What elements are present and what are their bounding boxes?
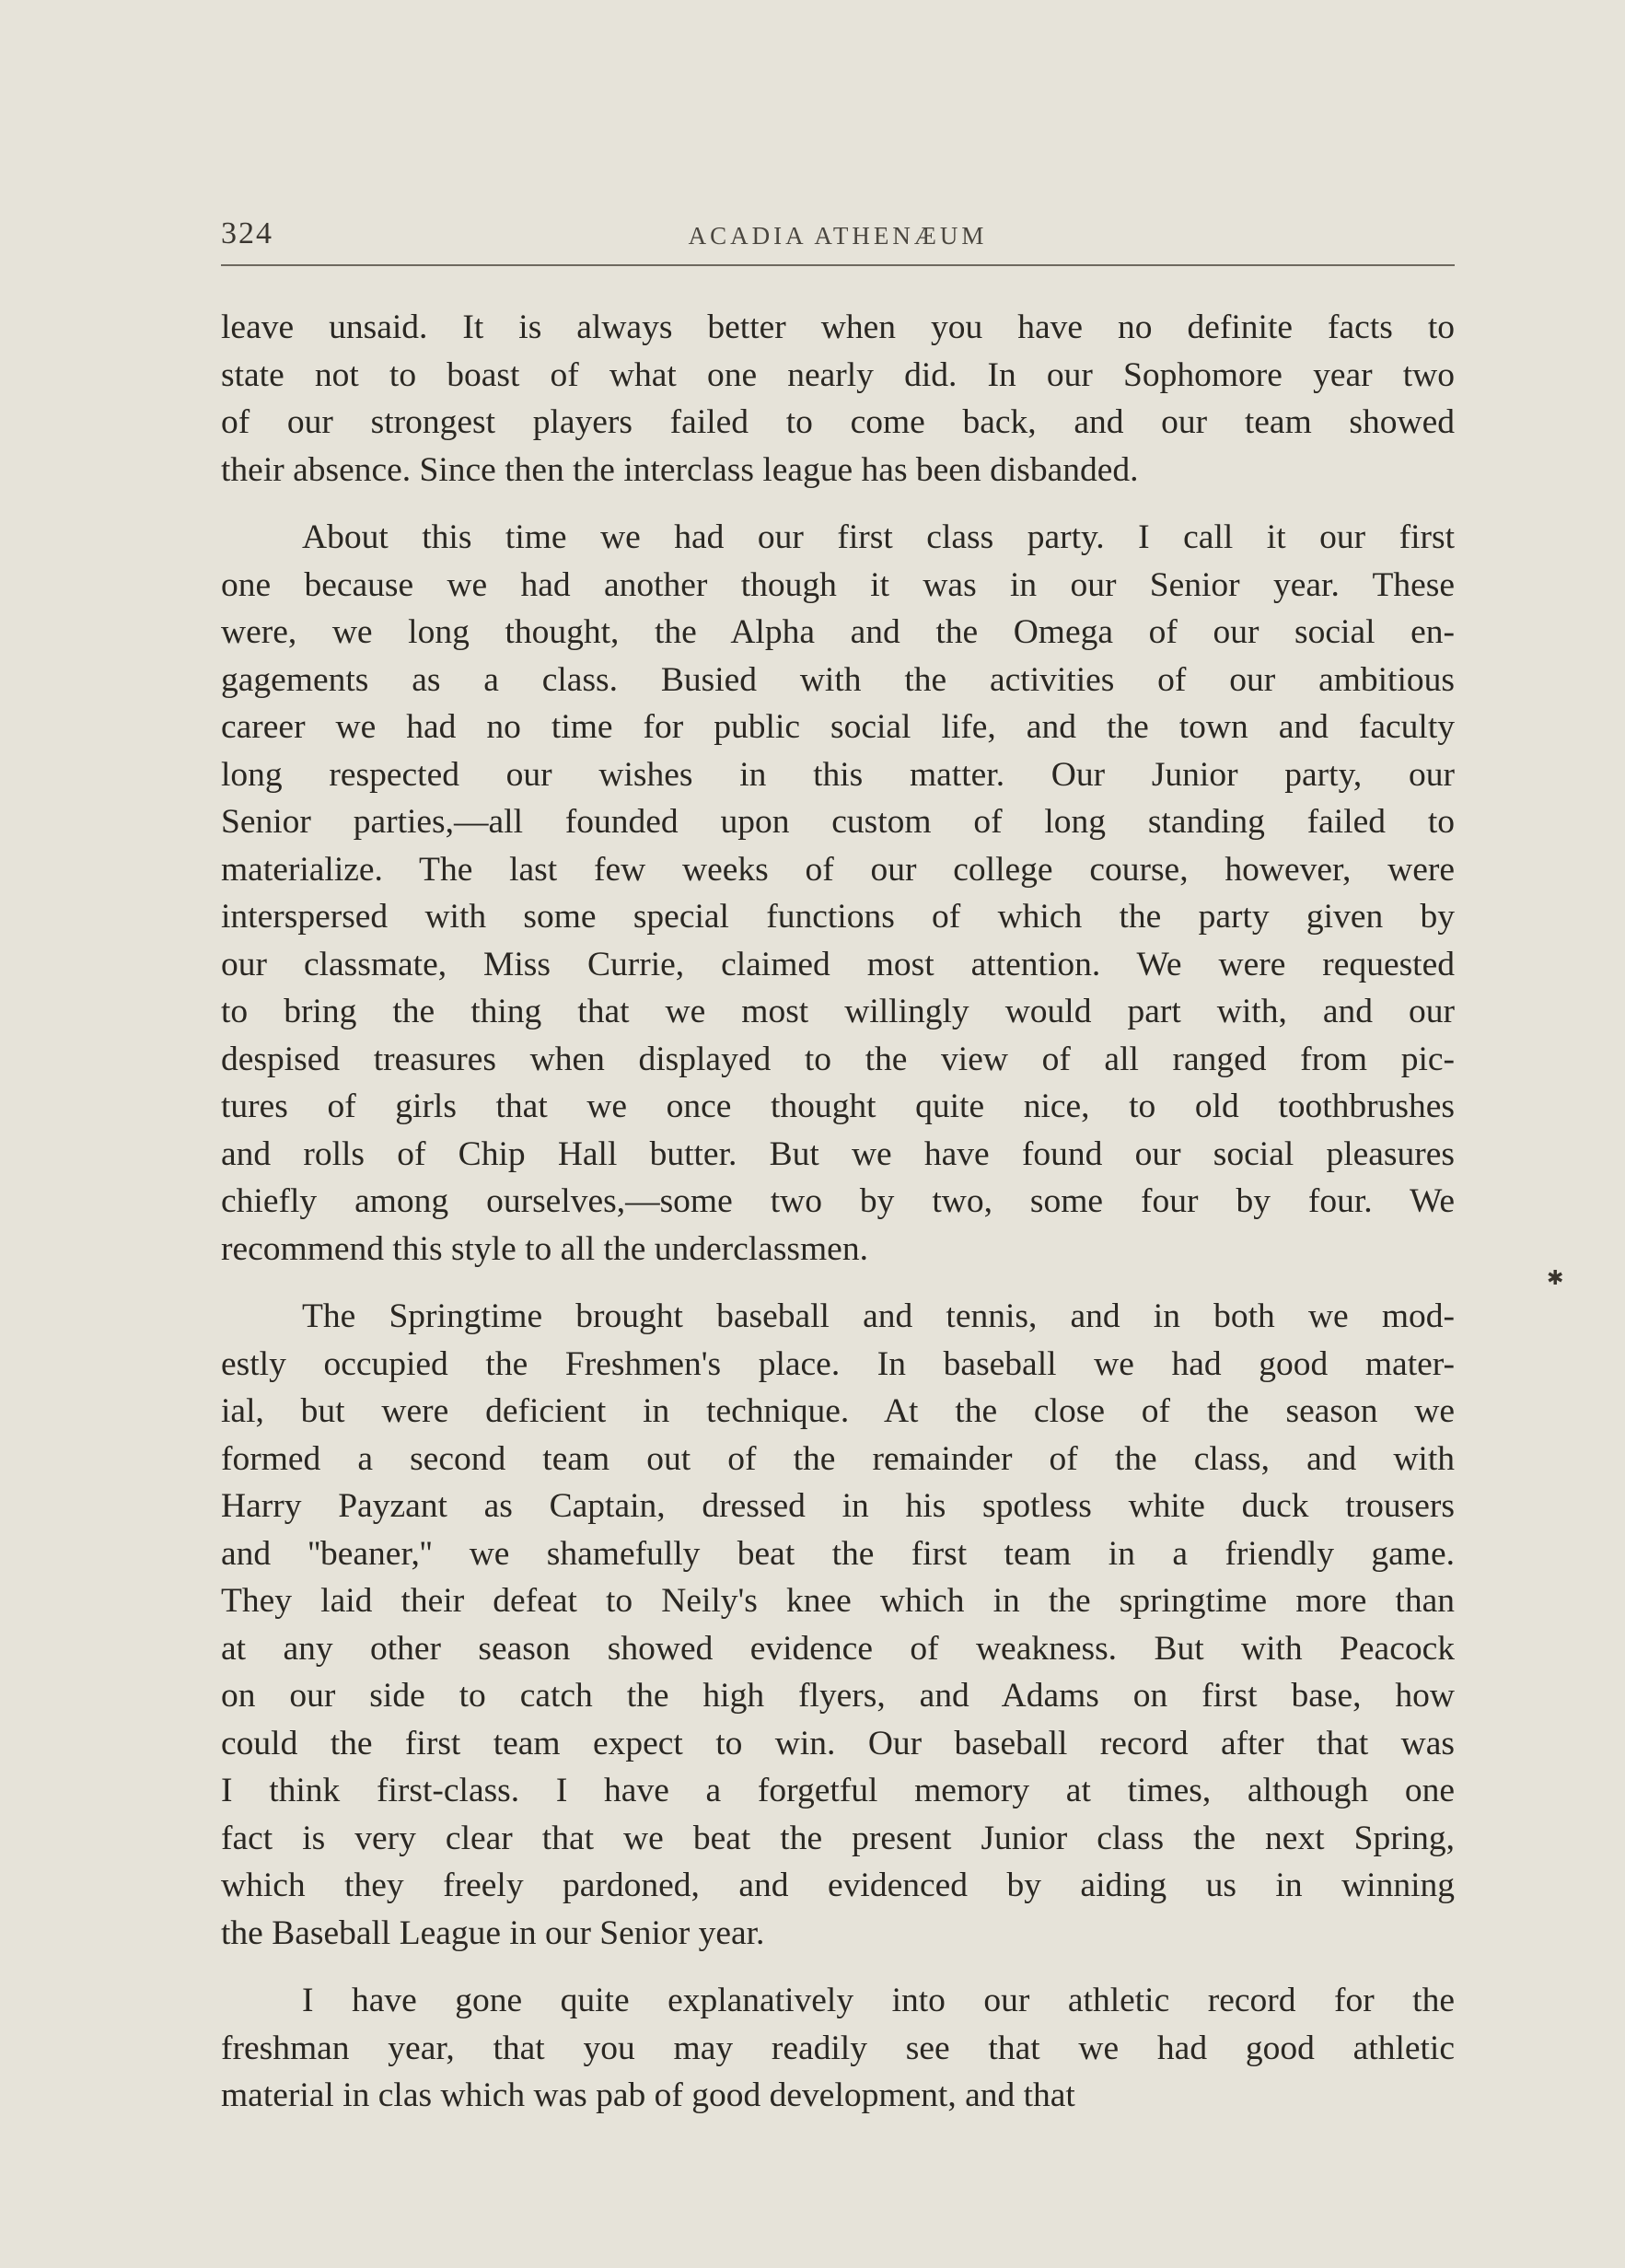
text-line: of our strongest players failed to come back, and our team showed [221,403,1455,441]
text-line: at any other season showed evidence of weakness. But with Peacock [221,1629,1455,1668]
text-line: About this time we had our first class party. I call it our first [302,518,1455,556]
text-line: long respected our wishes in this matter. Our Junior party, our [221,755,1455,794]
text-line: formed a second team out of the remainder of the class, and with [221,1439,1455,1478]
text-line: chiefly among ourselves,—some two by two, some four by four. We [221,1182,1455,1220]
text-line: career we had no time for public social life, and the town and faculty [221,708,1455,746]
text-line: tures of girls that we once thought quite nice, to old toothbrushes [221,1087,1455,1125]
text-line: to bring the thing that we most willingly would part with, and our [221,993,1455,1030]
text-line: were, we long thought, the Alpha and the Omega of our social en- [221,613,1455,651]
text-line: materialize. The last few weeks of our college course, however, were [221,850,1455,889]
paragraph [221,304,1455,494]
text-line: They laid their defeat to Neily's knee which in the springtime more than [221,1582,1455,1620]
text-line: material in clas which was pab of good development, and that [221,2076,1075,2114]
text-line: their absence. Since then the interclass league has been disbanded. [221,450,1139,489]
text-line: state not to boast of what one nearly did. In our Sophomore year two [221,355,1455,394]
running-head: ACADIA ATHENÆUM [688,222,988,250]
page-header [221,216,1455,262]
body-text [221,304,1455,2120]
text-line: and ''beaner,'' we shamefully beat the first team in a friendly game. [221,1534,1455,1573]
text-line: could the first team expect to win. Our baseball record after that was [221,1724,1455,1762]
text-line: freshman year, that you may readily see that we had good athletic [221,2029,1455,2067]
text-line: Senior parties,—all founded upon custom of long standing failed to [221,803,1455,841]
paragraph [221,1293,1455,1957]
text-line: The Springtime brought baseball and tennis, and in both we mod- [302,1297,1455,1335]
text-line: the Baseball League in our Senior year. [221,1913,765,1952]
header-rule [221,264,1455,266]
ink-blot-mark: ✱ [1547,1266,1564,1289]
text-line: our classmate, Miss Currie, claimed most attention. We were requested [221,945,1455,983]
page-number: 324 [221,216,273,250]
text-line: estly occupied the Freshmen's place. In baseball we had good mater- [221,1344,1455,1383]
text-line: despised treasures when displayed to the view of all ranged from pic- [221,1040,1455,1078]
text-line: one because we had another though it was in our Senior year. These [221,565,1455,604]
paragraph [221,1977,1455,2120]
text-line: interspersed with some special functions of which the party given by [221,898,1455,936]
text-line: I think first-class. I have a forgetful memory at times, although one [221,1772,1455,1809]
text-line: leave unsaid. It is always better when you have no definite facts to [221,308,1455,346]
text-line: which they freely pardoned, and evidenced by aiding us in winning [221,1867,1455,1904]
paragraph [221,514,1455,1273]
text-line: fact is very clear that we beat the present Junior class the next Spring, [221,1819,1455,1857]
text-line: Harry Payzant as Captain, dressed in his spotless white duck trousers [221,1487,1455,1525]
text-line: recommend this style to all the underclassmen. [221,1229,868,1268]
text-line: I have gone quite explanatively into our athletic record for the [302,1982,1455,2019]
text-line: ial, but were deficient in technique. At the close of the season we [221,1392,1455,1430]
text-line: and rolls of Chip Hall butter. But we have found our social pleasures [221,1134,1455,1173]
text-line: gagements as a class. Busied with the activities of our ambitious [221,660,1455,699]
text-line: on our side to catch the high flyers, and Adams on first base, how [221,1677,1455,1715]
